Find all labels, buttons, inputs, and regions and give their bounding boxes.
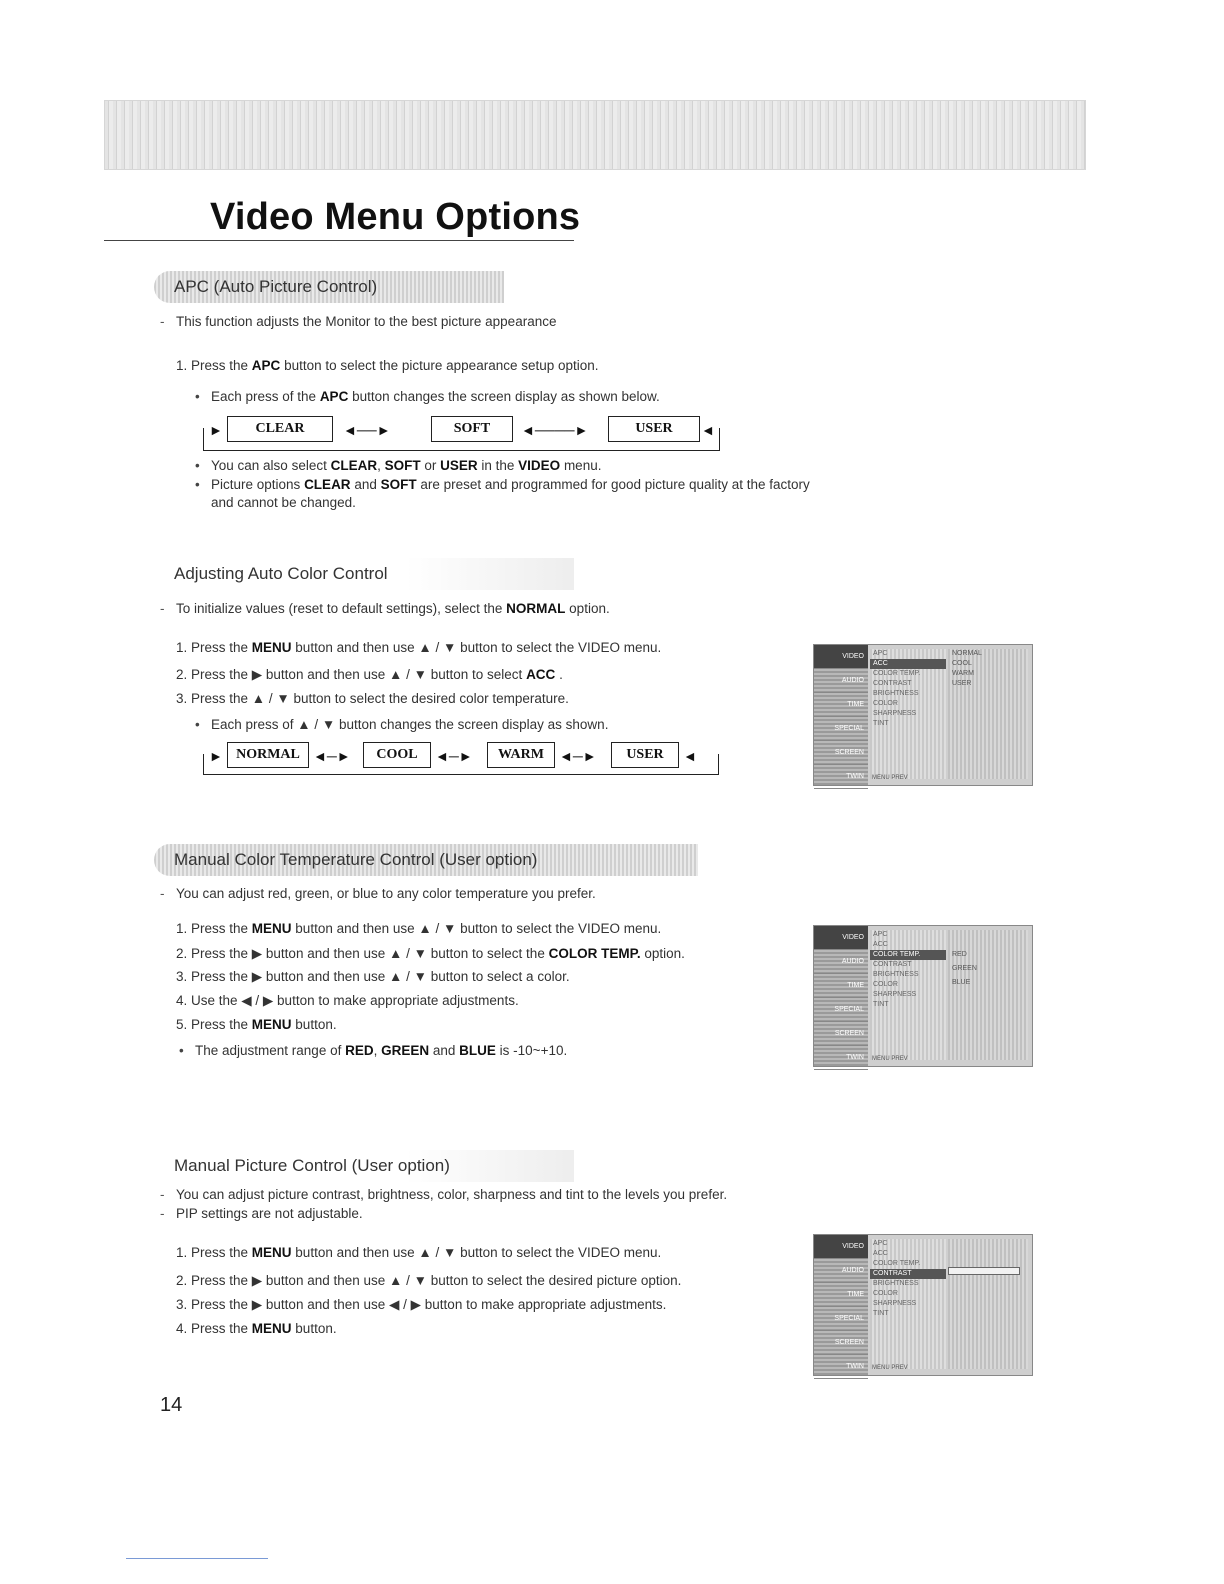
osd-footer: MENU PREV — [872, 1056, 908, 1062]
mode-box-normal: NORMAL — [227, 742, 309, 768]
osd-menu-item: ACC — [873, 1250, 888, 1257]
mode-box-warm: WARM — [487, 742, 555, 768]
osd-menu-item: COLOR — [873, 981, 898, 988]
mct-step-5: 5. Press the MENU button. — [176, 1017, 337, 1032]
mct-intro: You can adjust red, green, or blue to any color temperature you prefer. — [176, 886, 596, 901]
mpc-intro-1: You can adjust picture contrast, brightness, color, sharpness and tint to the levels you prefer. — [176, 1187, 728, 1202]
section-heading-mpc: Manual Picture Control (User option) — [154, 1150, 574, 1182]
acc-bullet-1: Each press of ▲ / ▼ button changes the screen display as shown. — [211, 717, 609, 732]
mpc-intro-2: PIP settings are not adjustable. — [176, 1206, 363, 1221]
double-arrow-icon: ◄────► — [521, 422, 589, 438]
osd-side-item: AUDIO — [814, 1259, 868, 1283]
page-title: Video Menu Options — [210, 196, 581, 238]
arrow-right-icon: ► — [209, 422, 223, 438]
acc-step-1: 1. Press the MENU button and then use ▲ / ▼ button to select the VIDEO menu. — [176, 640, 662, 655]
osd-menu-item: SHARPNESS — [873, 991, 917, 998]
apc-note-2: Picture options CLEAR and SOFT are preset and programmed for good picture quality at the factory — [211, 477, 810, 492]
osd-option: GREEN — [952, 965, 977, 972]
bullet-marker: • — [195, 458, 200, 473]
acc-intro: To initialize values (reset to default settings), select the NORMAL option. — [176, 601, 610, 616]
osd-screenshot-picture — [813, 1234, 1033, 1376]
mpc-step-4: 4. Press the MENU button. — [176, 1321, 337, 1336]
osd-side-menu — [814, 645, 868, 785]
osd-menu-item: APC — [873, 1240, 888, 1247]
acc-step-3: 3. Press the ▲ / ▼ button to select the desired color temperature. — [176, 691, 569, 706]
osd-menu-item: COLOR — [873, 700, 898, 707]
osd-menu-list — [870, 930, 946, 1060]
osd-option: BLUE — [952, 979, 971, 986]
mpc-step-3: 3. Press the ▶ button and then use ◀ / ▶ button to make appropriate adjustments. — [176, 1297, 667, 1312]
arrow-left-icon: ◄ — [701, 422, 715, 438]
apc-bullet-1: Each press of the APC button changes the screen display as shown below. — [211, 389, 660, 404]
osd-menu-item: BRIGHTNESS — [873, 690, 919, 697]
double-arrow-icon: ◄─► — [559, 748, 597, 764]
section-heading-acc: Adjusting Auto Color Control — [154, 558, 574, 590]
double-arrow-icon: ◄──► — [343, 422, 391, 438]
dash-marker: - — [160, 886, 165, 901]
mode-box-soft: SOFT — [431, 416, 513, 442]
osd-menu-item: CONTRAST — [873, 680, 912, 687]
double-arrow-icon: ◄─► — [313, 748, 351, 764]
mode-box-user: USER — [608, 416, 700, 442]
osd-option: RED — [952, 951, 967, 958]
osd-footer: MENU PREV — [872, 775, 908, 781]
osd-menu-item: BRIGHTNESS — [873, 971, 919, 978]
osd-option-list — [948, 930, 1028, 1060]
dash-marker: - — [160, 1206, 165, 1221]
osd-menu-item: COLOR TEMP. — [873, 1260, 921, 1267]
osd-menu-item: COLOR TEMP. — [870, 950, 946, 960]
osd-menu-item: APC — [873, 650, 888, 657]
osd-menu-item: CONTRAST — [870, 1269, 946, 1279]
mct-step-2: 2. Press the ▶ button and then use ▲ / ▼ button to select the COLOR TEMP. option. — [176, 946, 685, 961]
osd-menu-item: ACC — [873, 941, 888, 948]
mct-bullet-1: The adjustment range of RED, GREEN and BLUE is -10~+10. — [195, 1043, 568, 1058]
section-heading-apc: APC (Auto Picture Control) — [154, 271, 504, 303]
mct-step-4: 4. Use the ◀ / ▶ button to make appropriate adjustments. — [176, 993, 519, 1008]
osd-side-item: TIME — [814, 693, 868, 717]
page-number: 14 — [160, 1394, 183, 1416]
osd-option: USER — [952, 680, 972, 687]
osd-side-item: AUDIO — [814, 950, 868, 974]
dash-marker: - — [160, 1187, 165, 1202]
osd-menu-item: COLOR — [873, 1290, 898, 1297]
mode-box-user: USER — [611, 742, 679, 768]
osd-option: COOL — [952, 660, 972, 667]
apc-note-1: You can also select CLEAR, SOFT or USER in the VIDEO menu. — [211, 458, 602, 473]
osd-screenshot-color-temp — [813, 925, 1033, 1067]
osd-side-item: TWIN — [814, 1355, 868, 1379]
osd-side-item: VIDEO — [814, 1235, 868, 1259]
osd-side-item: SPECIAL — [814, 998, 868, 1022]
osd-menu-list — [870, 649, 946, 779]
acc-step-2: 2. Press the ▶ button and then use ▲ / ▼ button to select ACC . — [176, 667, 563, 682]
osd-menu-item: TINT — [873, 1001, 889, 1008]
osd-menu-item: TINT — [873, 1310, 889, 1317]
apc-sequence-diagram — [203, 416, 723, 452]
mode-box-clear: CLEAR — [227, 416, 333, 442]
osd-screenshot-acc — [813, 644, 1033, 786]
osd-side-item: SCREEN — [814, 1331, 868, 1355]
mct-step-3: 3. Press the ▶ button and then use ▲ / ▼ button to select a color. — [176, 969, 570, 984]
double-arrow-icon: ◄─► — [435, 748, 473, 764]
osd-menu-item: SHARPNESS — [873, 1300, 917, 1307]
osd-slider-bar — [948, 1267, 1020, 1275]
osd-side-item: SCREEN — [814, 741, 868, 765]
apc-step-1: 1. Press the APC button to select the picture appearance setup option. — [176, 358, 599, 373]
osd-menu-item: APC — [873, 931, 888, 938]
mode-box-cool: COOL — [363, 742, 431, 768]
apc-note-2-cont: and cannot be changed. — [211, 495, 356, 510]
bullet-marker: • — [195, 477, 200, 492]
osd-option: NORMAL — [952, 650, 982, 657]
dash-marker: - — [160, 601, 165, 616]
osd-menu-item: TINT — [873, 720, 889, 727]
osd-menu-item: COLOR TEMP. — [873, 670, 921, 677]
osd-side-item: SPECIAL — [814, 1307, 868, 1331]
osd-side-item: SCREEN — [814, 1022, 868, 1046]
dash-marker: - — [160, 314, 165, 329]
osd-footer: MENU PREV — [872, 1365, 908, 1371]
osd-side-item: TWIN — [814, 1046, 868, 1070]
acc-sequence-diagram — [203, 742, 723, 778]
osd-menu-item: BRIGHTNESS — [873, 1280, 919, 1287]
bullet-marker: • — [179, 1043, 184, 1058]
osd-menu-item: SHARPNESS — [873, 710, 917, 717]
arrow-right-icon: ► — [209, 748, 223, 764]
osd-side-item: AUDIO — [814, 669, 868, 693]
header-banner — [104, 100, 1086, 170]
bullet-marker: • — [195, 717, 200, 732]
mpc-step-1: 1. Press the MENU button and then use ▲ / ▼ button to select the VIDEO menu. — [176, 1245, 662, 1260]
osd-side-item: VIDEO — [814, 645, 868, 669]
title-underline — [104, 240, 574, 241]
osd-option-list — [948, 1239, 1028, 1369]
osd-side-item: TIME — [814, 974, 868, 998]
osd-menu-item: CONTRAST — [873, 961, 912, 968]
osd-menu-list — [870, 1239, 946, 1369]
mpc-step-2: 2. Press the ▶ button and then use ▲ / ▼ button to select the desired picture option. — [176, 1273, 682, 1288]
footer-rule — [126, 1558, 268, 1559]
osd-side-item: TWIN — [814, 765, 868, 789]
osd-side-menu — [814, 926, 868, 1066]
osd-side-item: SPECIAL — [814, 717, 868, 741]
osd-option-list — [948, 649, 1028, 779]
apc-intro: This function adjusts the Monitor to the best picture appearance — [176, 314, 557, 329]
osd-option: WARM — [952, 670, 974, 677]
osd-menu-item: ACC — [870, 659, 946, 669]
bullet-marker: • — [195, 389, 200, 404]
arrow-left-icon: ◄ — [683, 748, 697, 764]
osd-side-menu — [814, 1235, 868, 1375]
section-heading-mct: Manual Color Temperature Control (User option) — [154, 844, 698, 876]
osd-side-item: VIDEO — [814, 926, 868, 950]
mct-step-1: 1. Press the MENU button and then use ▲ / ▼ button to select the VIDEO menu. — [176, 921, 662, 936]
osd-side-item: TIME — [814, 1283, 868, 1307]
